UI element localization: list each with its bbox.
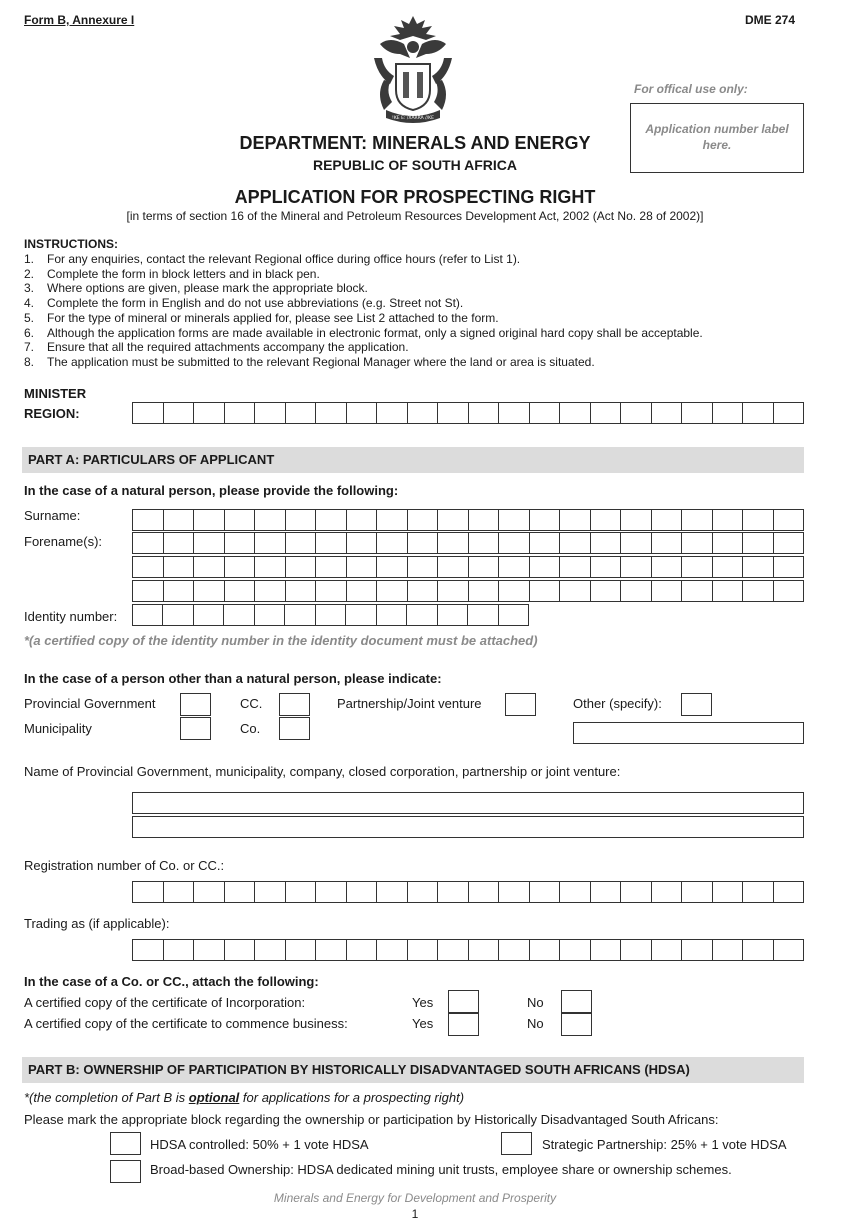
character-box[interactable] xyxy=(621,533,652,553)
character-box[interactable] xyxy=(347,403,378,423)
cert-incorporation-yes-checkbox[interactable] xyxy=(448,990,479,1013)
character-box[interactable] xyxy=(713,940,744,960)
instruction-item: 1. For any enquiries, contact the relevant Regional office during office hours (refer to List 1). xyxy=(24,252,521,266)
character-box[interactable] xyxy=(682,510,713,530)
optional-emphasis: optional xyxy=(188,1090,240,1105)
form-subtitle: [in terms of section 16 of the Mineral and Petroleum Resources Development Act, 2002 (Act No. 28 of 2002)] xyxy=(126,209,704,223)
instruction-item: 4. Complete the form in English and do not use abbreviations (e.g. Street not St). xyxy=(24,296,464,311)
character-box[interactable] xyxy=(255,533,286,553)
character-box[interactable] xyxy=(255,581,286,601)
character-box[interactable] xyxy=(286,882,317,902)
character-box[interactable] xyxy=(682,940,713,960)
cert-commence-label: A certified copy of the certificate to commence business: xyxy=(24,1016,348,1031)
form-code: DME 274 xyxy=(745,13,796,27)
co-checkbox[interactable] xyxy=(279,717,310,740)
character-box[interactable] xyxy=(774,882,804,902)
character-box[interactable] xyxy=(285,605,315,625)
provincial-government-label: Provincial Government xyxy=(24,696,156,711)
character-box[interactable] xyxy=(743,510,774,530)
character-box[interactable] xyxy=(468,605,498,625)
character-box[interactable] xyxy=(255,557,286,577)
character-box[interactable] xyxy=(621,581,652,601)
character-box[interactable] xyxy=(438,581,469,601)
cert-incorporation-yes-label: Yes xyxy=(412,995,434,1010)
instruction-item: 5. For the type of mineral or minerals applied for, please see List 2 attached to the form. xyxy=(24,310,499,325)
character-box[interactable] xyxy=(530,882,561,902)
character-box[interactable] xyxy=(194,533,225,553)
character-box[interactable] xyxy=(743,557,774,577)
forenames-label: Forename(s): xyxy=(24,534,103,549)
character-box[interactable] xyxy=(164,557,195,577)
character-box[interactable] xyxy=(133,581,164,601)
character-box[interactable] xyxy=(133,882,164,902)
character-box[interactable] xyxy=(316,940,347,960)
character-box[interactable] xyxy=(316,882,347,902)
character-box[interactable] xyxy=(652,510,683,530)
other-specify-label: Other (specify): xyxy=(573,696,662,711)
instruction-item: 7. Ensure that all the required attachments accompany the application. xyxy=(24,340,409,355)
character-box[interactable] xyxy=(164,940,195,960)
character-box[interactable] xyxy=(164,882,195,902)
character-box[interactable] xyxy=(225,403,256,423)
identity-note: *(a certified copy of the identity number in the identity document must be attached) xyxy=(24,633,538,648)
municipality-checkbox[interactable] xyxy=(180,717,211,740)
character-box[interactable] xyxy=(408,403,439,423)
character-box[interactable] xyxy=(347,557,378,577)
registration-number-input[interactable] xyxy=(132,881,804,903)
character-box[interactable] xyxy=(682,882,713,902)
character-box[interactable] xyxy=(286,533,317,553)
character-box[interactable] xyxy=(560,533,591,553)
non-natural-person-heading: In the case of a person other than a natural person, please indicate: xyxy=(24,671,442,686)
character-box[interactable] xyxy=(164,581,195,601)
other-specify-input[interactable] xyxy=(573,722,804,744)
character-box[interactable] xyxy=(682,533,713,553)
character-box[interactable] xyxy=(652,403,683,423)
part-b-note: *(the completion of Part B is optional for applications for a prospecting right) xyxy=(24,1090,465,1105)
character-box[interactable] xyxy=(499,533,530,553)
character-box[interactable] xyxy=(438,557,469,577)
strategic-partnership-checkbox[interactable] xyxy=(501,1132,532,1155)
application-number-label-box xyxy=(630,103,804,173)
hdsa-controlled-label: HDSA controlled: 50% + 1 vote HDSA xyxy=(150,1137,369,1152)
character-box[interactable] xyxy=(774,533,804,553)
character-box[interactable] xyxy=(347,581,378,601)
cert-commence-no-checkbox[interactable] xyxy=(561,1013,592,1036)
cert-commence-yes-label: Yes xyxy=(412,1016,434,1031)
character-box[interactable] xyxy=(713,581,744,601)
character-box[interactable] xyxy=(286,510,317,530)
application-number-label-hint: Application number label here. xyxy=(645,122,789,152)
trading-as-input[interactable] xyxy=(132,939,804,961)
character-box[interactable] xyxy=(286,940,317,960)
character-box[interactable] xyxy=(560,581,591,601)
character-box[interactable] xyxy=(407,605,437,625)
character-box[interactable] xyxy=(469,403,500,423)
cc-label: CC. xyxy=(240,696,263,711)
natural-person-heading: In the case of a natural person, please provide the following: xyxy=(24,483,399,498)
registration-number-label: Registration number of Co. or CC.: xyxy=(24,858,225,873)
character-box[interactable] xyxy=(591,403,622,423)
character-box[interactable] xyxy=(438,940,469,960)
part-b-heading: PART B: OWNERSHIP OF PARTICIPATION BY HISTORICALLY DISADVANTAGED SOUTH AFRICANS (HDSA) xyxy=(22,1057,804,1083)
character-box[interactable] xyxy=(194,940,225,960)
character-box[interactable] xyxy=(652,882,683,902)
other-checkbox[interactable] xyxy=(681,693,712,716)
character-box[interactable] xyxy=(652,940,683,960)
character-box[interactable] xyxy=(164,533,195,553)
character-box[interactable] xyxy=(225,940,256,960)
character-box[interactable] xyxy=(377,557,408,577)
character-box[interactable] xyxy=(469,940,500,960)
character-box[interactable] xyxy=(621,557,652,577)
instruction-item: 6. Although the application forms are made available in electronic format, only a signed original hard copy shall be acceptable. xyxy=(24,325,703,340)
character-box[interactable] xyxy=(438,882,469,902)
character-box[interactable] xyxy=(774,510,804,530)
character-box[interactable] xyxy=(743,581,774,601)
cert-commence-no-label: No xyxy=(527,1016,544,1031)
entity-name-input-line-1[interactable] xyxy=(132,792,804,814)
character-box[interactable] xyxy=(530,557,561,577)
character-box[interactable] xyxy=(194,882,225,902)
character-box[interactable] xyxy=(438,605,468,625)
character-box[interactable] xyxy=(530,403,561,423)
character-box[interactable] xyxy=(194,605,224,625)
character-box[interactable] xyxy=(346,605,376,625)
character-box[interactable] xyxy=(469,533,500,553)
part-b-instruction: Please mark the appropriate block regarding the ownership or participation by Historically Disadvantaged South Africans: xyxy=(24,1112,719,1127)
character-box[interactable] xyxy=(530,510,561,530)
character-box[interactable] xyxy=(377,581,408,601)
character-box[interactable] xyxy=(194,581,225,601)
character-box[interactable] xyxy=(743,403,774,423)
character-box[interactable] xyxy=(408,557,439,577)
cert-incorporation-no-label: No xyxy=(527,995,544,1010)
character-box[interactable] xyxy=(621,882,652,902)
character-box[interactable] xyxy=(621,403,652,423)
character-box[interactable] xyxy=(194,557,225,577)
character-box[interactable] xyxy=(652,533,683,553)
character-box[interactable] xyxy=(621,510,652,530)
character-box[interactable] xyxy=(347,533,378,553)
character-box[interactable] xyxy=(469,581,500,601)
character-box[interactable] xyxy=(713,557,744,577)
character-box[interactable] xyxy=(133,510,164,530)
character-box[interactable] xyxy=(774,581,804,601)
character-box[interactable] xyxy=(286,581,317,601)
character-box[interactable] xyxy=(469,557,500,577)
republic-name: REPUBLIC OF SOUTH AFRICA xyxy=(312,157,518,173)
character-box[interactable] xyxy=(621,940,652,960)
character-box[interactable] xyxy=(713,403,744,423)
hdsa-controlled-checkbox[interactable] xyxy=(110,1132,141,1155)
character-box[interactable] xyxy=(713,533,744,553)
instruction-item: 3. Where options are given, please mark the appropriate block. xyxy=(24,281,368,296)
character-box[interactable] xyxy=(438,533,469,553)
character-box[interactable] xyxy=(499,605,528,625)
character-box[interactable] xyxy=(530,581,561,601)
character-box[interactable] xyxy=(499,403,530,423)
character-box[interactable] xyxy=(347,940,378,960)
character-box[interactable] xyxy=(713,510,744,530)
character-box[interactable] xyxy=(682,581,713,601)
department-name: DEPARTMENT: MINERALS AND ENERGY xyxy=(239,133,591,153)
co-label: Co. xyxy=(240,721,261,736)
identity-number-label: Identity number: xyxy=(24,609,118,624)
character-box[interactable] xyxy=(774,403,804,423)
character-box[interactable] xyxy=(316,510,347,530)
character-box[interactable] xyxy=(133,605,163,625)
character-box[interactable] xyxy=(743,940,774,960)
character-box[interactable] xyxy=(408,882,439,902)
character-box[interactable] xyxy=(408,940,439,960)
minister-label: MINISTER xyxy=(24,386,87,401)
character-box[interactable] xyxy=(377,940,408,960)
instruction-item: 8. The application must be submitted to the relevant Regional Manager where the land or area is situated. xyxy=(24,354,595,369)
footer-motto: Minerals and Energy for Development and Prosperity xyxy=(273,1191,557,1205)
character-box[interactable] xyxy=(255,940,286,960)
forenames-input-line-1[interactable] xyxy=(132,532,804,554)
minister-region-input[interactable] xyxy=(132,402,804,424)
character-box[interactable] xyxy=(377,403,408,423)
character-box[interactable] xyxy=(438,510,469,530)
character-box[interactable] xyxy=(225,557,256,577)
municipality-label: Municipality xyxy=(24,721,92,736)
entity-name-label: Name of Provincial Government, municipality, company, closed corporation, partnership or joint venture: xyxy=(24,764,621,779)
emblem-motto: !KE E: /XARRA //KE xyxy=(392,116,434,121)
character-box[interactable] xyxy=(591,510,622,530)
trading-as-label: Trading as (if applicable): xyxy=(24,916,170,931)
character-box[interactable] xyxy=(225,533,256,553)
forenames-input-line-3[interactable] xyxy=(132,580,804,602)
character-box[interactable] xyxy=(530,940,561,960)
character-box[interactable] xyxy=(560,403,591,423)
character-box[interactable] xyxy=(499,510,530,530)
broad-based-ownership-checkbox[interactable] xyxy=(110,1160,141,1183)
character-box[interactable] xyxy=(591,882,622,902)
provincial-government-checkbox[interactable] xyxy=(180,693,211,716)
character-box[interactable] xyxy=(225,510,256,530)
character-box[interactable] xyxy=(286,403,317,423)
character-box[interactable] xyxy=(194,510,225,530)
strategic-partnership-label: Strategic Partnership: 25% + 1 vote HDSA xyxy=(542,1137,787,1152)
cc-checkbox[interactable] xyxy=(279,693,310,716)
form-title: APPLICATION FOR PROSPECTING RIGHT xyxy=(234,187,596,207)
character-box[interactable] xyxy=(377,533,408,553)
cert-commence-yes-checkbox[interactable] xyxy=(448,1013,479,1036)
form-reference: Form B, Annexure I xyxy=(24,13,135,27)
instructions-list xyxy=(24,252,703,370)
entity-name-input-line-2[interactable] xyxy=(132,816,804,838)
forenames-input-line-2[interactable] xyxy=(132,556,804,578)
character-box[interactable] xyxy=(652,581,683,601)
character-box[interactable] xyxy=(377,510,408,530)
character-box[interactable] xyxy=(163,605,193,625)
character-box[interactable] xyxy=(560,882,591,902)
character-box[interactable] xyxy=(652,557,683,577)
character-box[interactable] xyxy=(408,533,439,553)
character-box[interactable] xyxy=(560,940,591,960)
character-box[interactable] xyxy=(316,557,347,577)
character-box[interactable] xyxy=(347,510,378,530)
character-box[interactable] xyxy=(591,557,622,577)
character-box[interactable] xyxy=(591,940,622,960)
surname-label: Surname: xyxy=(24,508,81,523)
character-box[interactable] xyxy=(743,533,774,553)
character-box[interactable] xyxy=(133,940,164,960)
character-box[interactable] xyxy=(682,403,713,423)
character-box[interactable] xyxy=(316,581,347,601)
attach-heading: In the case of a Co. or CC., attach the following: xyxy=(24,974,319,989)
official-use-label: For offical use only: xyxy=(634,82,748,96)
character-box[interactable] xyxy=(743,882,774,902)
character-box[interactable] xyxy=(164,403,195,423)
character-box[interactable] xyxy=(499,557,530,577)
character-box[interactable] xyxy=(377,605,407,625)
character-box[interactable] xyxy=(225,581,256,601)
part-a-heading: PART A: PARTICULARS OF APPLICANT xyxy=(22,447,804,473)
surname-input[interactable] xyxy=(132,509,804,531)
partnership-checkbox[interactable] xyxy=(505,693,536,716)
character-box[interactable] xyxy=(255,605,285,625)
region-label: REGION: xyxy=(24,406,80,421)
character-box[interactable] xyxy=(530,533,561,553)
instruction-item: 2. Complete the form in block letters and in black pen. xyxy=(24,266,320,281)
character-box[interactable] xyxy=(591,533,622,553)
character-box[interactable] xyxy=(560,510,591,530)
character-box[interactable] xyxy=(469,510,500,530)
character-box[interactable] xyxy=(133,403,164,423)
character-box[interactable] xyxy=(133,557,164,577)
character-box[interactable] xyxy=(682,557,713,577)
broad-based-ownership-label: Broad-based Ownership: HDSA dedicated mining unit trusts, employee share or ownership schemes. xyxy=(150,1162,732,1177)
character-box[interactable] xyxy=(255,882,286,902)
character-box[interactable] xyxy=(499,940,530,960)
partnership-label: Partnership/Joint venture xyxy=(337,696,482,711)
cert-incorporation-label: A certified copy of the certificate of Incorporation: xyxy=(24,995,306,1010)
character-box[interactable] xyxy=(224,605,254,625)
instructions-heading: INSTRUCTIONS: xyxy=(24,237,118,251)
character-box[interactable] xyxy=(438,403,469,423)
character-box[interactable] xyxy=(347,882,378,902)
character-box[interactable] xyxy=(408,581,439,601)
coat-of-arms-emblem xyxy=(370,14,456,126)
character-box[interactable] xyxy=(713,882,744,902)
page-number: 1 xyxy=(411,1207,419,1221)
character-box[interactable] xyxy=(164,510,195,530)
character-box[interactable] xyxy=(377,882,408,902)
character-box[interactable] xyxy=(591,581,622,601)
character-box[interactable] xyxy=(255,510,286,530)
cert-incorporation-no-checkbox[interactable] xyxy=(561,990,592,1013)
character-box[interactable] xyxy=(560,557,591,577)
character-box[interactable] xyxy=(316,403,347,423)
character-box[interactable] xyxy=(133,533,164,553)
character-box[interactable] xyxy=(499,882,530,902)
character-box[interactable] xyxy=(316,605,346,625)
character-box[interactable] xyxy=(255,403,286,423)
character-box[interactable] xyxy=(408,510,439,530)
character-box[interactable] xyxy=(774,557,804,577)
character-box[interactable] xyxy=(225,882,256,902)
character-box[interactable] xyxy=(316,533,347,553)
character-box[interactable] xyxy=(774,940,804,960)
character-box[interactable] xyxy=(499,581,530,601)
character-box[interactable] xyxy=(286,557,317,577)
character-box[interactable] xyxy=(194,403,225,423)
identity-number-input[interactable] xyxy=(132,604,529,626)
character-box[interactable] xyxy=(469,882,500,902)
